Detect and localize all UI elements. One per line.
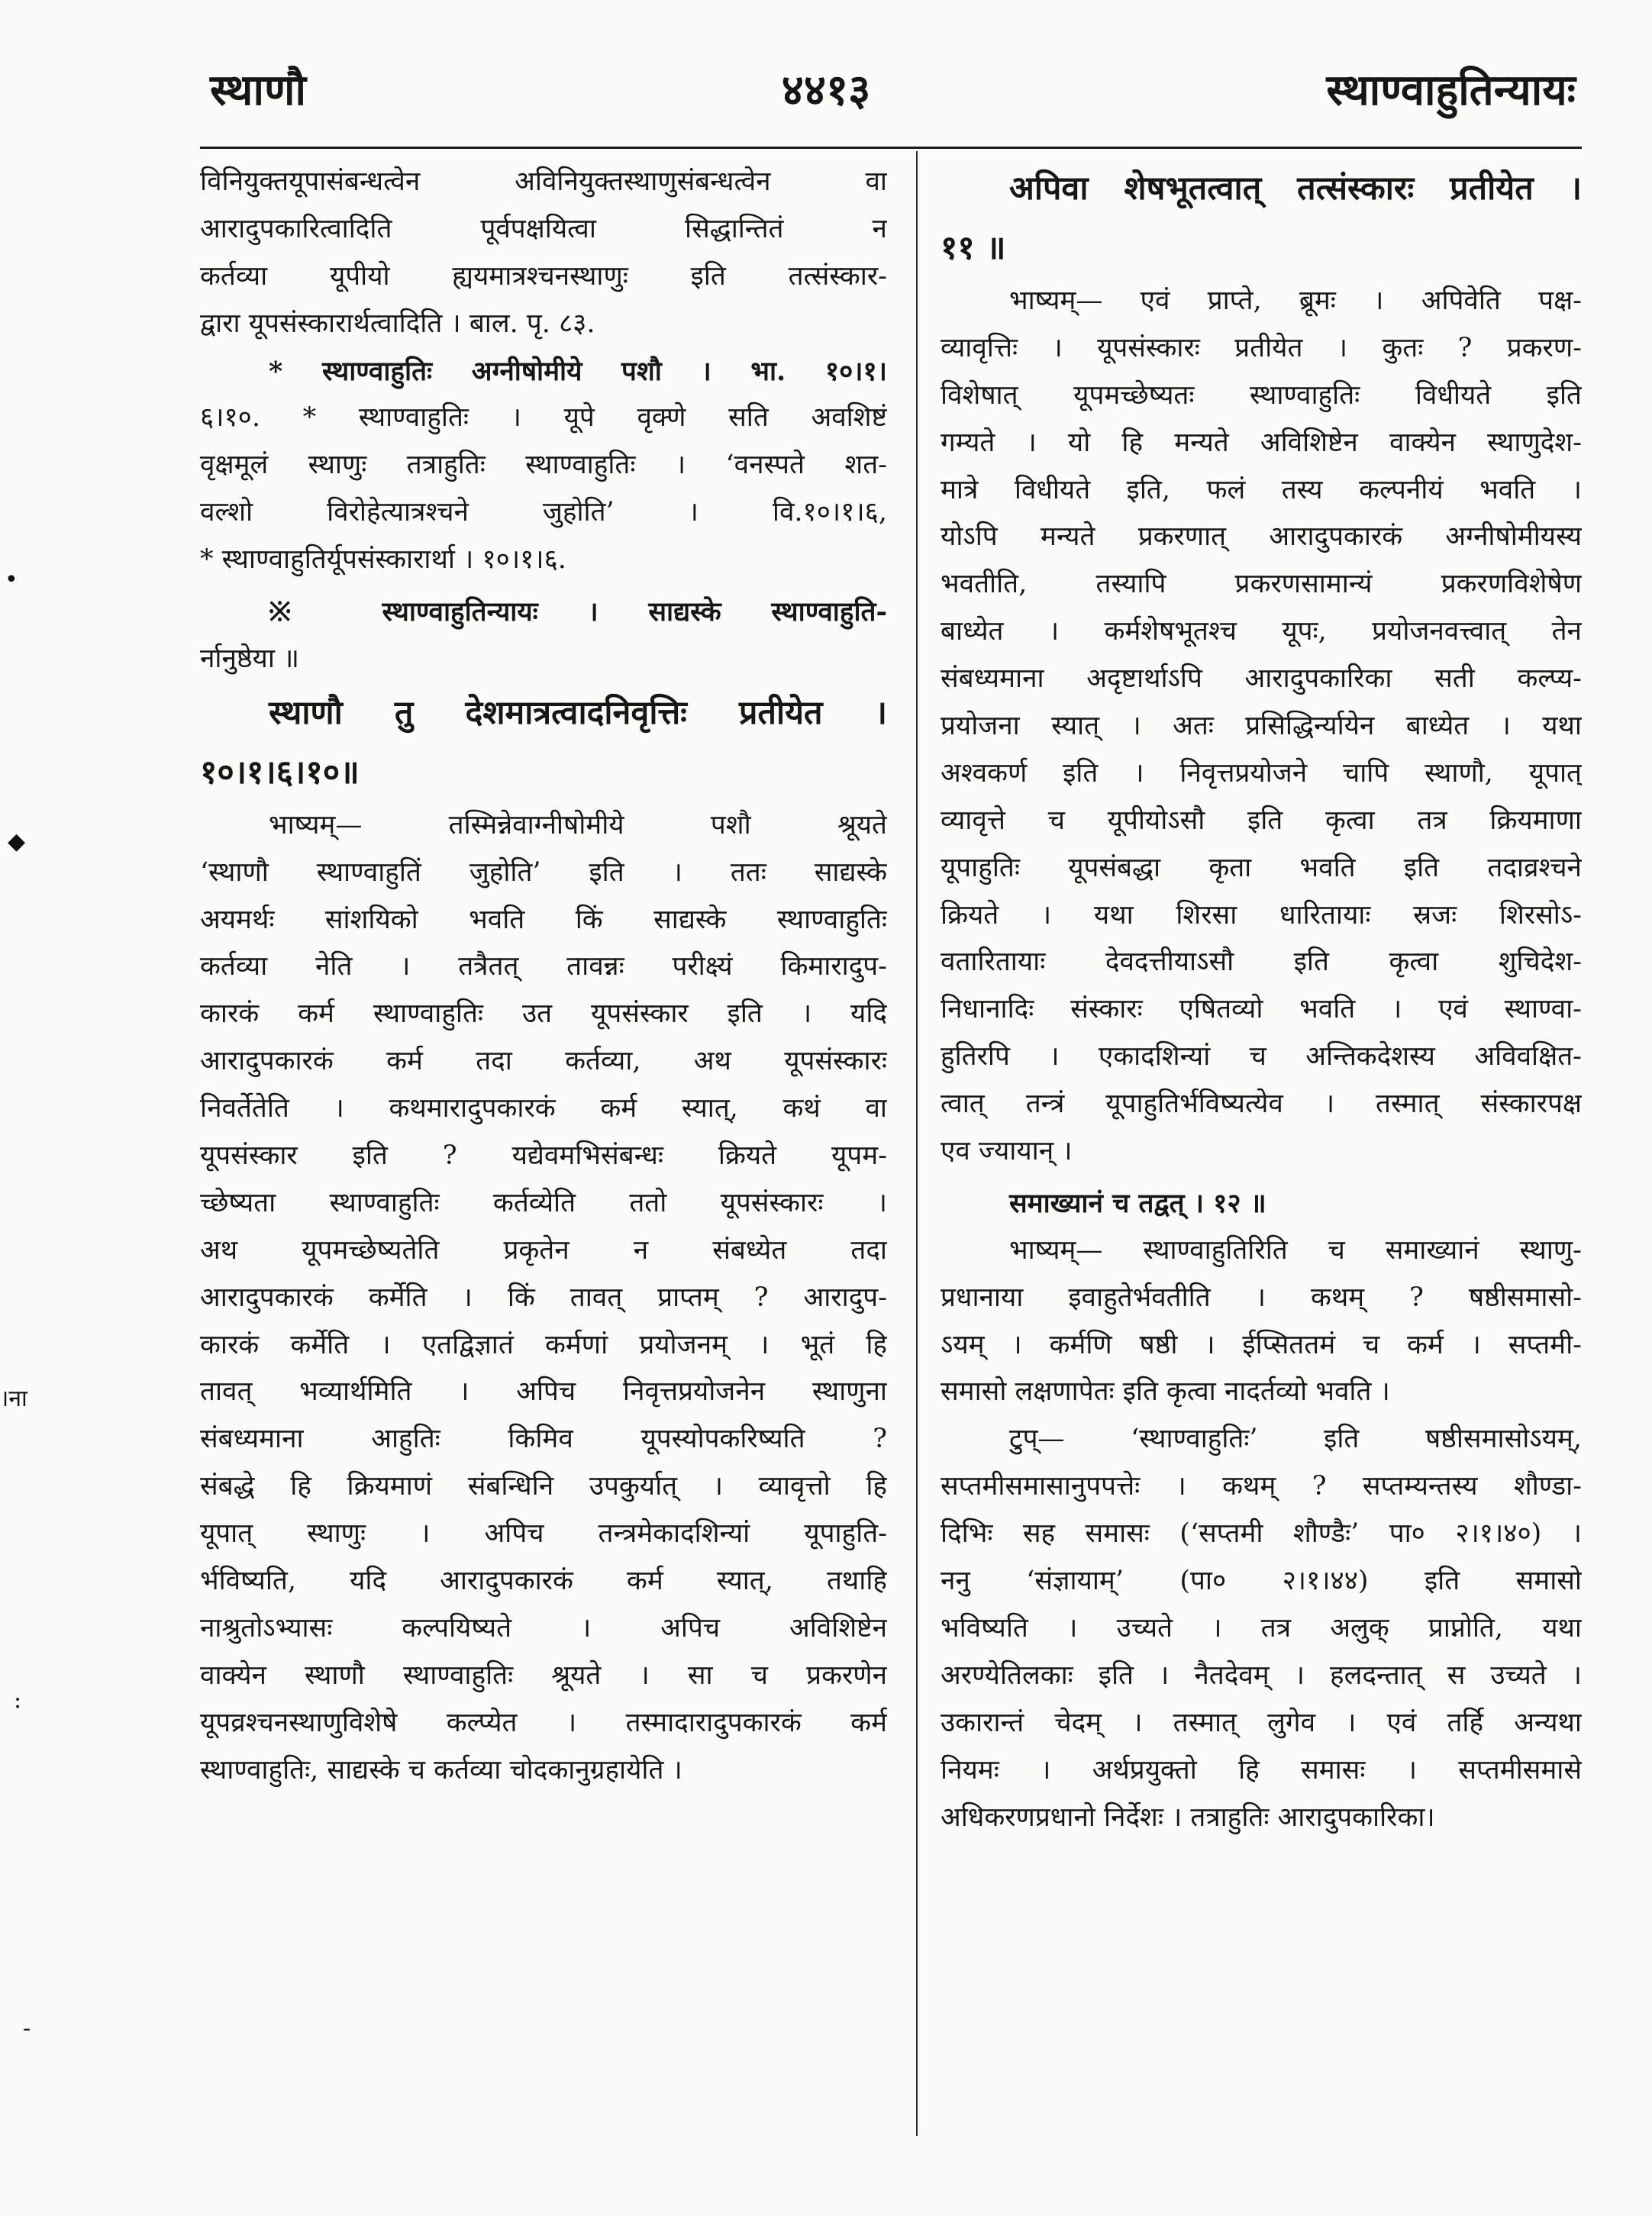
text-line: दिभिः सह समासः (‘सप्तमी शौण्डैः’ पा० २।१।४०) ।: [941, 1518, 1582, 1550]
text-line: अयमर्थः सांशयिको भवति किं साद्यस्के स्थाण्वाहुतिः: [200, 904, 887, 935]
text-line: कर्तव्या नेति । तत्रैतत् तावन्नः परीक्ष्यं किमारादुप-: [200, 951, 887, 982]
text-line: प्रधानाया इवाहुतेर्भवतीति । कथम् ? षष्ठीसमासो-: [941, 1282, 1582, 1313]
sutra-heading: स्थाणौ तु देशमात्रत्वादनिवृत्तिः प्रतीयेत ।: [269, 693, 887, 732]
header-rule: [200, 147, 1582, 149]
text-line: अथ यूपमच्छेष्यतेति प्रकृतेन न संबध्येत तदा: [200, 1234, 887, 1266]
text-line: निधानादिः संस्कारः एषितव्यो भवति । एवं स्थाण्वा-: [941, 994, 1582, 1025]
text-line: भवतीति, तस्यापि प्रकरणसामान्यं प्रकरणविशेषेण: [941, 569, 1582, 600]
text-line: संबध्यमाना आहुतिः किमिव यूपस्योपकरिष्यति ?: [200, 1424, 887, 1455]
text-line: ऽयम् । कर्मणि षष्ठी । ईप्सिततमं च कर्म । सप्तमी-: [941, 1329, 1582, 1360]
text-line: व्यावृत्ते च यूपीयोऽसौ इति कृत्वा तत्र क्रियमाणा: [941, 805, 1582, 836]
text-line: संबद्धे हि क्रियमाणं संबन्धिनि उपकुर्यात् । व्यावृत्तो हि: [200, 1471, 887, 1502]
text-line: स्थाण्वाहुतिः, साद्यस्के च कर्तव्या चोदकानुग्रहायेति ।: [200, 1754, 682, 1785]
text-line: विशेषात् यूपमच्छेष्यतः स्थाण्वाहुतिः विधीयते इति: [941, 379, 1582, 411]
text-line: ६।१०. * स्थाण्वाहुतिः । यूपे वृक्णे सति अवशिष्टं: [200, 402, 887, 434]
text-line: अरण्येतिलकाः इति । नैतदेवम् । हलदन्तात् स उच्यते ।: [941, 1660, 1582, 1691]
text-line: गम्यते । यो हि मन्यते अविशिष्टेन वाक्येन स्थाणुदेश-: [941, 427, 1582, 458]
sutra-number: १०।१।६।१०॥: [200, 753, 360, 792]
text-line: अश्वकर्ण इति । निवृत्तप्रयोजने चापि स्थाणौ, यूपात्: [941, 757, 1582, 789]
text-line: व्यावृत्तिः । यूपसंस्कारः प्रतीयेत । कुतः ? प्रकरण-: [941, 332, 1582, 363]
text-line: र्नानुष्ठेया ॥: [200, 643, 299, 674]
text-line: क्रियते । यथा शिरसा धारितायाः स्रजः शिरसोऽ-: [941, 899, 1582, 931]
text-line: र्भविष्यति, यदि आरादुपकारकं कर्म स्यात्, तथाहि: [200, 1566, 887, 1597]
text-line: मात्रे विधीयते इति, फलं तस्य कल्पनीयं भवति ।: [941, 474, 1582, 505]
margin-mark: :: [14, 1687, 22, 1714]
text-line: आरादुपकारकं कर्म तदा कर्तव्या, अथ यूपसंस्कारः: [200, 1046, 887, 1077]
text-line: यूपाहुतिः यूपसंबद्धा कृता भवति इति तदाव्रश्चने: [941, 852, 1582, 883]
text-line: * स्थाण्वाहुतिर्यूपसंस्कारार्था । १०।१।६.: [200, 544, 566, 576]
margin-mark: ।ना: [0, 1385, 27, 1412]
text-line: भाष्यम्— स्थाण्वाहुतिरिति च समाख्यानं स्थाणु-: [1009, 1234, 1582, 1266]
text-line: ‘स्थाणौ स्थाण्वाहुतिं जुहोति’ इति । ततः साद्यस्के: [200, 856, 887, 888]
text-line: विनियुक्तयूपासंबन्धत्वेन अविनियुक्तस्थाणुसंबन्धत्वेन वा: [200, 166, 887, 197]
text-line: त्वात् तन्त्रं यूपाहुतिर्भविष्यत्येव । तस्मात् संस्कारपक्ष: [941, 1089, 1582, 1120]
sutra-heading: समाख्यानं च तद्वत् । १२ ॥: [1009, 1187, 1266, 1219]
text-line: द्वारा यूपसंस्कारार्थत्वादिति । बाल. पृ. ८३.: [200, 308, 595, 339]
text-line: भाष्यम्— एवं प्राप्ते, ब्रूमः । अपिवेति पक्ष-: [1009, 285, 1582, 316]
column-divider: [916, 151, 918, 2136]
text-line: एव ज्यायान् ।: [941, 1136, 1073, 1167]
margin-mark: •: [5, 566, 18, 593]
entry-heading: ※ स्थाण्वाहुतिन्यायः । साद्यस्के स्थाण्वाहुति-: [269, 596, 887, 628]
text-line: च्छेष्यता स्थाण्वाहुतिः कर्तव्येति ततो यूपसंस्कारः ।: [200, 1187, 887, 1218]
text-line: नियमः । अर्थप्रयुक्तो हि समासः । सप्तमीसमासे: [941, 1754, 1582, 1785]
text-line: हुतिरपि । एकादशिन्यां च अन्तिकदेशस्य अविवक्षित-: [941, 1041, 1582, 1073]
text-line: यूपसंस्कार इति ? यद्येवमभिसंबन्धः क्रियते यूपम-: [200, 1140, 887, 1172]
text-line: नाश्रुतोऽभ्यासः कल्पयिष्यते । अपिच अविशिष्टेन: [200, 1612, 887, 1643]
text-line: कर्तव्या यूपीयो ह्ययमात्रश्चनस्थाणुः इति तत्संस्कार-: [200, 260, 887, 292]
margin-mark: -: [23, 2015, 31, 2042]
text-line: संबध्यमाना अदृष्टार्थाऽपि आरादुपकारिका सती कल्प्य-: [941, 663, 1582, 695]
text-line: अधिकरणप्रधानो निर्देशः । तत्राहुतिः आरादुपकारिका।: [941, 1802, 1435, 1833]
text-line: वृक्षमूलं स्थाणुः तत्राहुतिः स्थाण्वाहुतिः । ‘वनस्पते शत-: [200, 450, 887, 481]
page-header: [0, 60, 1652, 121]
header-right-word: स्थाण्वाहुतिन्यायः: [1326, 65, 1576, 115]
left-column: [200, 159, 887, 2136]
right-column: [941, 159, 1582, 2136]
text-line: आरादुपकारकं कर्मेति । किं तावत् प्राप्तम् ? आरादुप-: [200, 1282, 887, 1313]
sutra-heading: अपिवा शेषभूतत्वात् तत्संस्कारः प्रतीयेत ।: [1009, 169, 1582, 208]
text-line: ननु ‘संज्ञायाम्’ (पा० २।१।४४) इति समासो: [941, 1566, 1582, 1597]
text-line: भाष्यम्— तस्मिन्नेवाग्नीषोमीये पशौ श्रूयते: [269, 809, 887, 840]
entry-heading: * स्थाण्वाहुतिः अग्नीषोमीये पशौ । भा. १०।१।: [269, 355, 887, 387]
text-line: बाध्येत । कर्मशेषभूतश्च यूपः, प्रयोजनवत्त्वात् तेन: [941, 616, 1582, 647]
text-line: टुप्— ‘स्थाण्वाहुतिः’ इति षष्ठीसमासोऽयम्,: [1009, 1424, 1582, 1455]
text-line: यूपात् स्थाणुः । अपिच तन्त्रमेकादशिन्यां यूपाहुति-: [200, 1518, 887, 1550]
text-line: यूपव्रश्चनस्थाणुविशेषे कल्प्येत । तस्मादारादुपकारकं कर्म: [200, 1707, 887, 1738]
text-line: सप्तमीसमासानुपपत्तेः । कथम् ? सप्तम्यन्तस्य शौण्डा-: [941, 1471, 1582, 1502]
sutra-number: ११ ॥: [941, 229, 1006, 267]
page-number: ४४१३: [781, 65, 871, 115]
text-line: योऽपि मन्यते प्रकरणात् आरादुपकारकं अग्नीषोमीयस्य: [941, 521, 1582, 553]
text-line: कारकं कर्म स्थाण्वाहुतिः उत यूपसंस्कार इति । यदि: [200, 998, 887, 1030]
text-line: वाक्येन स्थाणौ स्थाण्वाहुतिः श्रूयते । सा च प्रकरणेन: [200, 1660, 887, 1691]
text-line: निवर्तेतेति । कथमारादुपकारकं कर्म स्यात्, कथं वा: [200, 1093, 887, 1124]
text-line: उकारान्तं चेदम् । तस्मात् लुगेव । एवं तर्हि अन्यथा: [941, 1707, 1582, 1738]
text-line: समासो लक्षणापेतः इति कृत्वा नादर्तव्यो भवति ।: [941, 1376, 1390, 1408]
text-line: आरादुपकारित्वादिति पूर्वपक्षयित्वा सिद्धान्तितं न: [200, 213, 887, 244]
header-left-word: स्थाणौ: [210, 65, 306, 115]
text-line: भविष्यति । उच्यते । तत्र अलुक् प्राप्नोति, यथा: [941, 1612, 1582, 1643]
text-line: कारकं कर्मेति । एतद्विज्ञातं कर्मणां प्रयोजनम् । भूतं हि: [200, 1329, 887, 1360]
margin-mark: ◆: [8, 828, 26, 855]
text-line: तावत् भव्यार्थमिति । अपिच निवृत्तप्रयोजनेन स्थाणुना: [200, 1376, 887, 1408]
text-line: वतारितायाः देवदत्तीयाऽसौ इति कृत्वा शुचिदेश-: [941, 947, 1582, 978]
text-line: प्रयोजना स्यात् । अतः प्रसिद्धिर्न्यायेन बाध्येत । यथा: [941, 711, 1582, 742]
text-line: वल्शो विरोहेत्यात्रश्चने जुहोति’ । वि.१०।१।६,: [200, 497, 887, 528]
